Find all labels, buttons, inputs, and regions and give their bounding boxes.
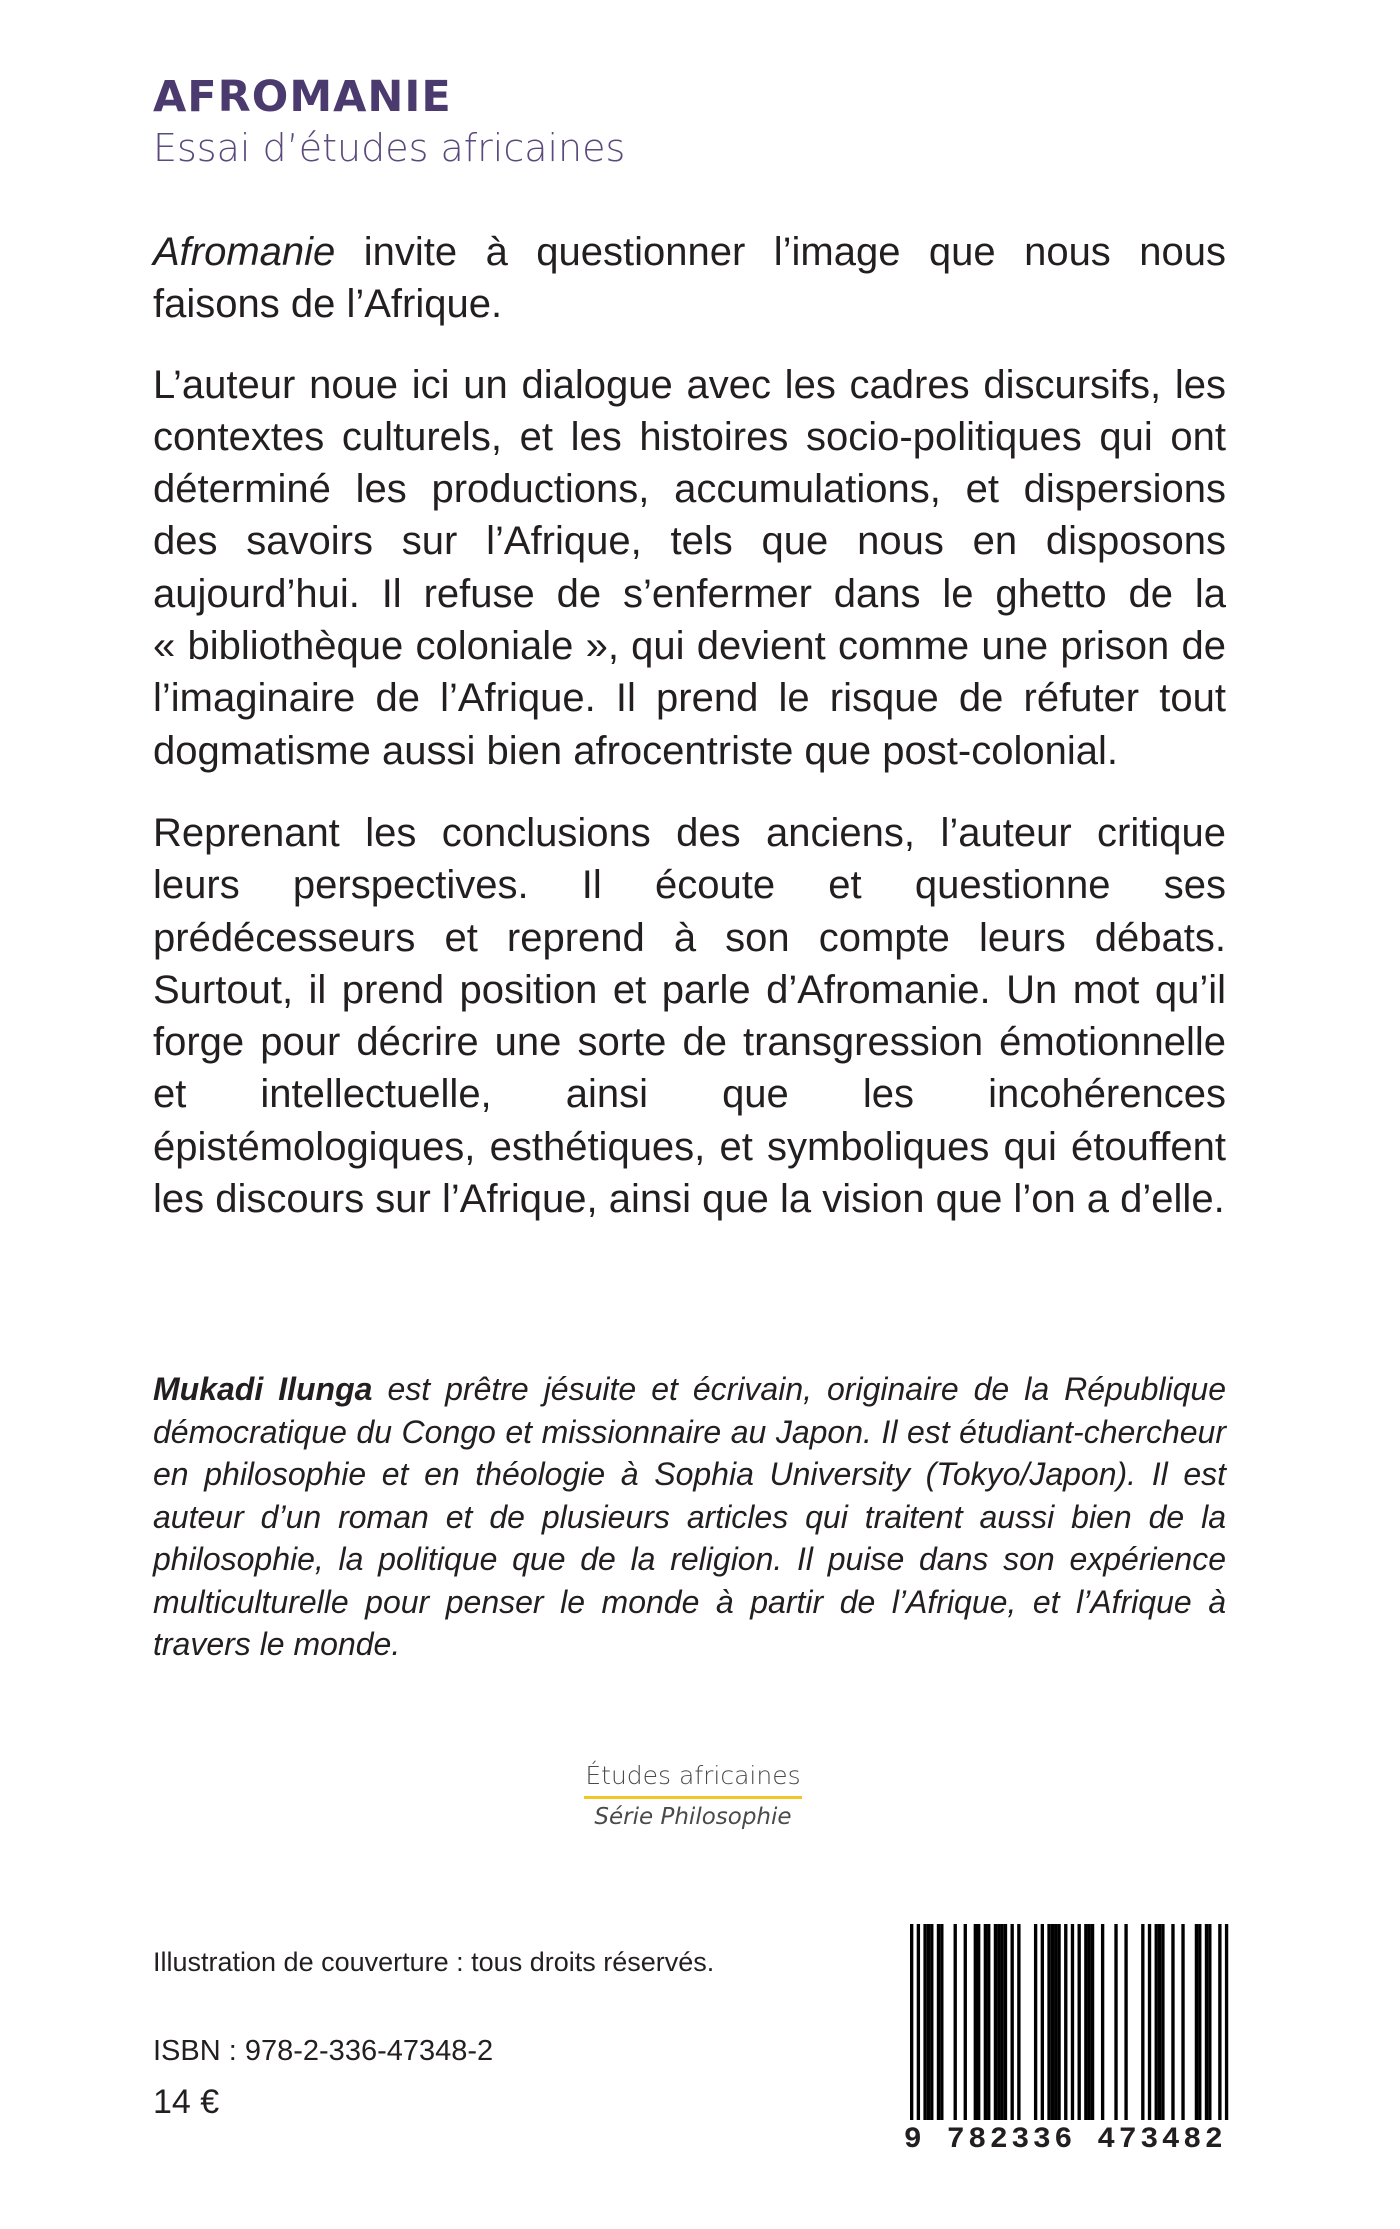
barcode-bar xyxy=(1195,1924,1198,2120)
barcode-bar xyxy=(1218,1924,1221,2138)
barcode-bar xyxy=(917,1924,920,2138)
barcode-bar xyxy=(1101,1924,1104,2120)
summary-paragraph-2: L’auteur noue ici un dialogue avec les cadres discursifs, les contextes culturels, et les histoires socio-politiques qui ont déterminé les productions, accumulations, et dispersions des savoirs sur l’Afrique, tels que nous en disposons aujourd’hui. Il refuse de s’enfermer dans le ghetto de la « bibliothèque coloniale », qui devient comme une prison de l’imaginaire de l’Afrique. Il prend le risque de réfuter tout dogmatisme aussi bien afrocentriste que post-colonial. xyxy=(153,362,1226,773)
barcode-bar xyxy=(1225,1924,1228,2138)
barcode-bar xyxy=(964,1924,967,2120)
barcode-bar xyxy=(1051,1924,1054,2120)
barcode-bar xyxy=(923,1924,926,2120)
series-name: Études africaines xyxy=(584,1760,802,1799)
barcode-bar xyxy=(977,1924,980,2120)
barcode-bar xyxy=(1057,1924,1060,2120)
book-subtitle: Essai d’études africaines xyxy=(153,126,626,170)
barcode-bar xyxy=(1208,1924,1211,2120)
barcode-bar xyxy=(1171,1924,1174,2120)
barcode-bar xyxy=(1047,1924,1050,2120)
summary-paragraph-1-text: invite à questionner l’image que nous nous faisons de l’Afrique. xyxy=(153,230,1226,327)
barcode xyxy=(880,1920,1250,2164)
author-bio xyxy=(153,1368,1226,1666)
barcode-bar xyxy=(1088,1924,1091,2120)
barcode-bar xyxy=(1000,1924,1003,2120)
barcode-bar xyxy=(1161,1924,1164,2120)
barcode-bar xyxy=(1054,1924,1057,2120)
barcode-bar xyxy=(1004,1924,1007,2120)
barcode-bar xyxy=(1017,1924,1020,2120)
barcode-bar xyxy=(994,1924,997,2120)
barcode-bar xyxy=(1158,1924,1161,2120)
barcode-bar xyxy=(1071,1924,1074,2138)
barcode-bar xyxy=(1011,1924,1014,2120)
summary-title-emphasis: Afromanie xyxy=(153,230,336,274)
barcode-bar xyxy=(987,1924,990,2120)
cover-credits: Illustration de couverture : tous droits réservés. xyxy=(153,1947,715,1977)
barcode-bar xyxy=(1141,1924,1144,2120)
book-title: AFROMANIE xyxy=(153,72,452,122)
barcode-bar xyxy=(984,1924,987,2120)
barcode-bar xyxy=(927,1924,930,2120)
barcode-bar xyxy=(1148,1924,1151,2120)
series-subseries: Série Philosophie xyxy=(594,1804,792,1830)
footer-info xyxy=(153,1945,853,2123)
isbn: ISBN : 978-2-336-47348-2 xyxy=(153,2035,494,2067)
barcode-bar xyxy=(1084,1924,1087,2120)
barcode-bar xyxy=(974,1924,977,2120)
barcode-bar xyxy=(1064,1924,1067,2138)
barcode-bar xyxy=(1155,1924,1158,2120)
barcode-bar xyxy=(1114,1924,1117,2120)
barcode-bar xyxy=(1034,1924,1037,2120)
barcode-bar xyxy=(1124,1924,1127,2120)
barcode-bar xyxy=(937,1924,940,2120)
barcode-bar xyxy=(997,1924,1000,2120)
barcode-bar xyxy=(940,1924,943,2120)
barcode-bar xyxy=(1078,1924,1081,2120)
price: 14 € xyxy=(153,2083,220,2121)
summary-paragraph-1 xyxy=(153,226,1226,331)
series-logo xyxy=(583,1760,803,1833)
author-bio-text: est prêtre jésuite et écrivain, originaire de la République démocratique du Congo et missionnaire au Japon. Il est étudiant-chercheur en philosophie et en théologie à Sophia University (Tokyo/Japon). Il est auteur d’un roman et de plusieurs articles qui traitent aussi bien de la philosophie, la politique que de la religion. Il puise dans son expérience multiculturelle pour penser le monde à partir de l’Afrique, et l’Afrique à travers le monde. xyxy=(153,1371,1227,1662)
barcode-bar xyxy=(930,1924,933,2120)
barcode-bar xyxy=(1091,1924,1094,2120)
barcode-number: 9 782336 473482 xyxy=(880,2120,1250,2160)
barcode-bar xyxy=(1041,1924,1044,2120)
barcode-bar xyxy=(910,1924,913,2138)
header xyxy=(153,72,1253,172)
author-name: Mukadi Ilunga xyxy=(153,1371,373,1407)
summary xyxy=(153,226,1226,1255)
barcode-bar xyxy=(1205,1924,1208,2120)
summary-paragraph-3: Reprenant les conclusions des anciens, l’auteur critique leurs perspectives. Il écoute et questionne ses prédécesseurs et reprend à son compte leurs débats. Surtout, il prend position et parle d’Afromanie. Un mot qu’il forge pour décrire une sorte de transgression émotionnelle et intellectuelle, ainsi que les incohérences épistémologiques, esthétiques, et symboliques qui étouffent les discours sur l’Afrique, ainsi que la vision que l’on a d’elle. xyxy=(153,810,1226,1222)
barcode-bar xyxy=(1181,1924,1184,2120)
barcode-bar xyxy=(954,1924,957,2120)
barcode-bar xyxy=(1198,1924,1201,2120)
